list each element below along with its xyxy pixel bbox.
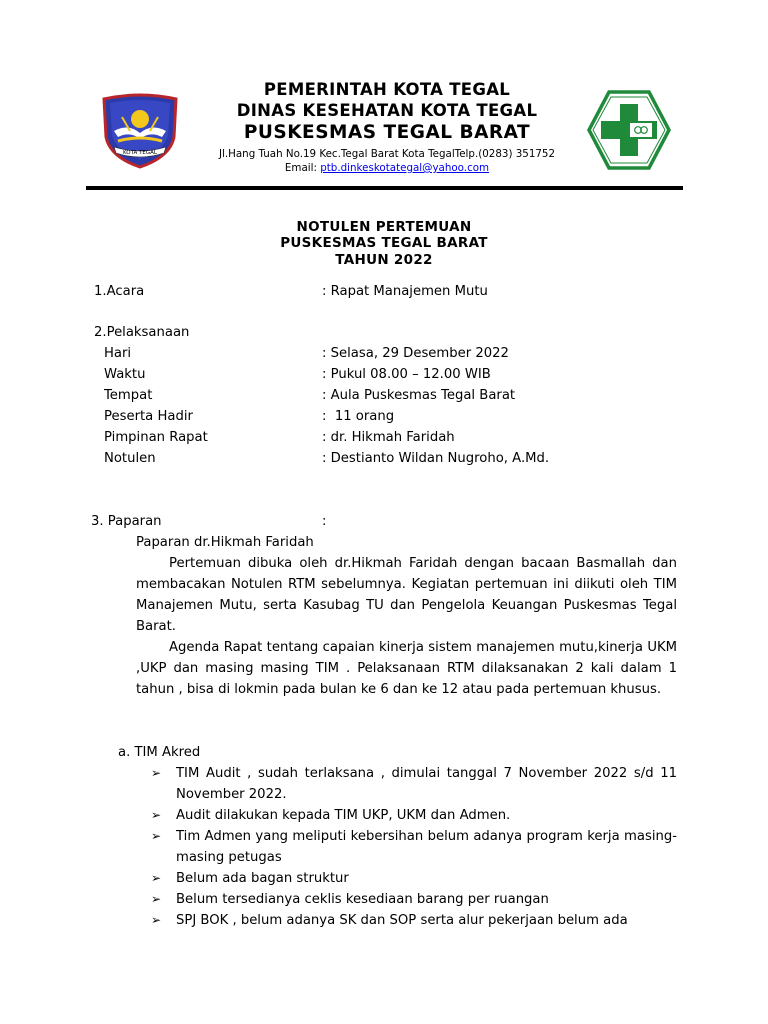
list-item-text: TIM Audit , sudah terlaksana , dimulai tanggal 7 November 2022 s/d 11 November 2022. — [176, 766, 677, 802]
paparan-body — [136, 553, 677, 700]
list-item — [151, 889, 677, 910]
kota-tegal-emblem — [100, 93, 180, 169]
hari-value: : Selasa, 29 Desember 2022 — [322, 346, 509, 361]
arrow-bullet-icon: ➢ — [151, 829, 162, 843]
notulen-label: Notulen — [104, 451, 156, 466]
doc-title-line-2: PUSKESMAS TEGAL BARAT — [280, 235, 488, 251]
list-item — [151, 826, 677, 868]
list-item-text: Tim Admen yang meliputi kebersihan belum adanya program kerja masing-masing petugas — [176, 829, 677, 865]
list-item — [151, 910, 677, 931]
pimpinan-label: Pimpinan Rapat — [104, 430, 208, 445]
letterhead-line-3: PUSKESMAS TEGAL BARAT — [243, 122, 531, 143]
email-label: Email: — [284, 162, 321, 174]
notulen-value: : Destianto Wildan Nugroho, A.Md. — [322, 451, 550, 466]
tim-akred-label: a. TIM Akred — [118, 745, 201, 760]
paparan-label: 3. Paparan — [91, 514, 162, 529]
list-item-text: Belum ada bagan struktur — [176, 871, 349, 886]
doc-title-line-1: NOTULEN PERTEMUAN — [296, 219, 472, 235]
paragraph-2: Agenda Rapat tentang capaian kinerja sistem manajemen mutu,kinerja UKM ,UKP dan masing masing TIM . Pelaksanaan RTM dilaksanakan 2 kali dalam 1 tahun , bisa di lokmin pada bulan ke 6 dan ke 12 atau pada pertemuan khusus. — [136, 640, 677, 697]
list-item-text: SPJ BOK , belum adanya SK dan SOP serta alur pekerjaan belum ada — [176, 913, 628, 928]
list-item-text: Audit dilakukan kepada TIM UKP, UKM dan Admen. — [176, 808, 511, 823]
paparan-colon: : — [322, 514, 327, 529]
paragraph-1: Pertemuan dibuka oleh dr.Hikmah Faridah dengan bacaan Basmallah dan membacakan Notulen RTM sebelumnya. Kegiatan pertemuan ini diikuti oleh TIM Manajemen Mutu, serta Kasubag TU dan Pengelola Keuangan Puskesmas Tegal Barat. — [136, 556, 677, 634]
arrow-bullet-icon: ➢ — [151, 892, 162, 906]
list-item — [151, 805, 677, 826]
peserta-value: : 11 orang — [322, 409, 395, 424]
hari-label: Hari — [104, 346, 132, 361]
acara-label: 1.Acara — [94, 284, 145, 299]
paparan-subtitle: Paparan dr.Hikmah Faridah — [136, 535, 314, 550]
doc-title-line-3: TAHUN 2022 — [335, 252, 433, 268]
arrow-bullet-icon: ➢ — [151, 808, 162, 822]
arrow-bullet-icon: ➢ — [151, 871, 162, 885]
letterhead-address: Jl.Hang Tuah No.19 Kec.Tegal Barat Kota TegalTelp.(0283) 351752 — [218, 148, 556, 160]
tim-akred-list — [151, 763, 677, 931]
letterhead-line-1: PEMERINTAH KOTA TEGAL — [263, 80, 511, 99]
email-link[interactable]: ptb.dinkeskotategal@yahoo.com — [320, 162, 490, 174]
acara-value: : Rapat Manajemen Mutu — [322, 284, 488, 299]
arrow-bullet-icon: ➢ — [151, 766, 162, 780]
peserta-label: Peserta Hadir — [104, 409, 193, 424]
pelaksanaan-label: 2.Pelaksanaan — [94, 325, 190, 340]
tempat-label: Tempat — [104, 388, 153, 403]
waktu-value: : Pukul 08.00 – 12.00 WIB — [322, 367, 491, 382]
pimpinan-value: : dr. Hikmah Faridah — [322, 430, 455, 445]
arrow-bullet-icon: ➢ — [151, 913, 162, 927]
list-item — [151, 868, 677, 889]
list-item-text: Belum tersedianya ceklis kesediaan barang per ruangan — [176, 892, 549, 907]
letterhead — [190, 78, 584, 175]
letterhead-divider — [86, 186, 683, 190]
tempat-value: : Aula Puskesmas Tegal Barat — [322, 388, 516, 403]
list-item — [151, 763, 677, 805]
letterhead-email-line — [190, 161, 584, 175]
emblem-text: KOTA TEGAL — [122, 150, 158, 156]
puskesmas-logo — [587, 90, 671, 170]
letterhead-line-2: DINAS KESEHATAN KOTA TEGAL — [236, 101, 538, 120]
waktu-label: Waktu — [104, 367, 146, 382]
